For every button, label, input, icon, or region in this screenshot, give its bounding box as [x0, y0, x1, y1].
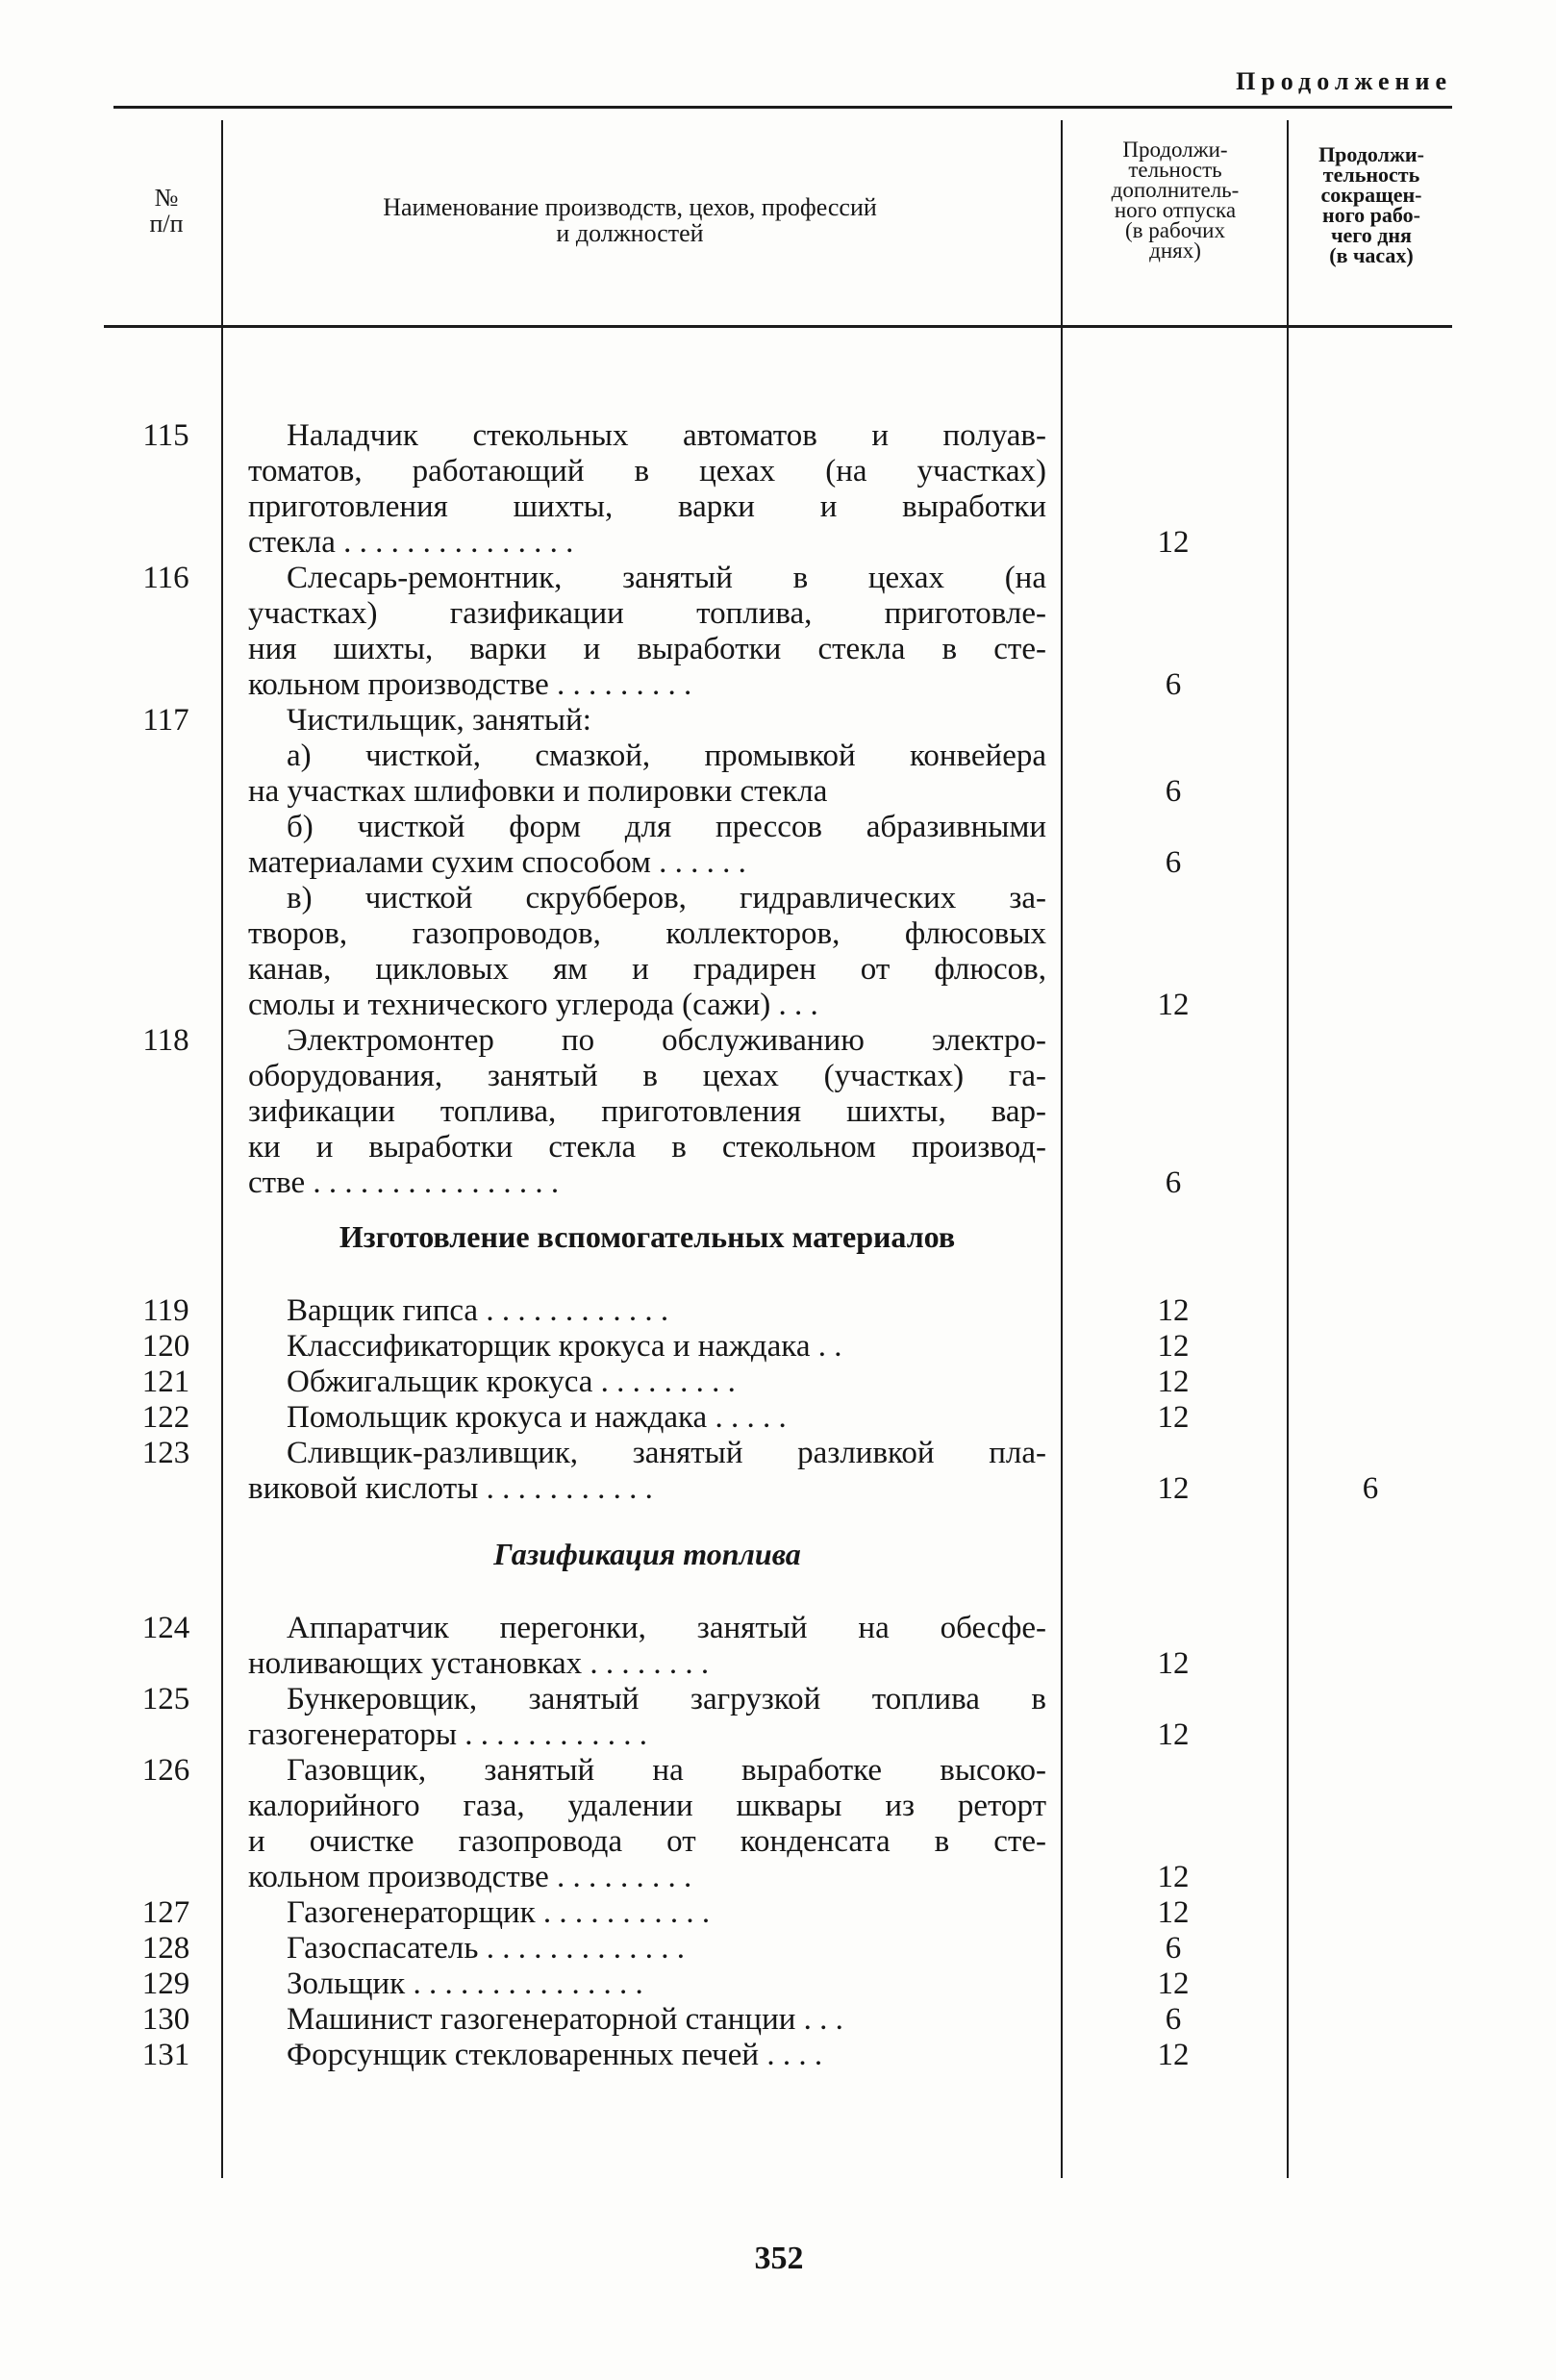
row-number: 128: [141, 1931, 190, 1966]
row-description: [248, 2002, 1046, 2038]
row-leave-days: 6: [1165, 1931, 1182, 1966]
row-leave-days: 6: [1165, 2002, 1182, 2037]
row-description-line: материалами сухим способом . . . . . .: [248, 845, 746, 880]
row-description-line: кольном производстве . . . . . . . . .: [248, 1860, 692, 1894]
row-description: [248, 739, 1046, 810]
row-leave-days: 12: [1157, 1400, 1190, 1435]
row-number: 124: [141, 1611, 190, 1645]
row-description: [248, 1753, 1046, 1895]
row-leave-days: 6: [1165, 667, 1182, 702]
row-number: 122: [141, 1400, 190, 1435]
header-day: Продолжи- тельность сокращен- ного рабо- чего дня (в часах): [1318, 142, 1424, 267]
row-description-line: в) чисткой скрубберов, гидравлических за-: [287, 881, 1046, 915]
row-description: [248, 1967, 1046, 2002]
row-leave-days: 12: [1157, 1646, 1190, 1681]
row-description-line: Аппаратчик перегонки, занятый на обесфе-: [287, 1611, 1046, 1645]
row-number: 126: [141, 1753, 190, 1788]
row-description-line: стве . . . . . . . . . . . . . . . .: [248, 1165, 560, 1200]
row-number: 115: [142, 418, 189, 453]
row-description-line: томатов, работающий в цехах (на участках): [248, 454, 1046, 489]
row-number: 117: [142, 703, 189, 738]
row-description-line: Классификаторщик крокуса и наждака . .: [287, 1329, 842, 1364]
row-description-line: зификации топлива, приготовления шихты, вар-: [248, 1094, 1046, 1129]
row-description-line: Машинист газогенераторной станции . . .: [287, 2002, 843, 2037]
row-description-line: смолы и технического углерода (сажи) . . .: [248, 988, 818, 1022]
row-number: 121: [141, 1365, 190, 1399]
row-description-line: Зольщик . . . . . . . . . . . . . . .: [287, 1967, 643, 2001]
row-leave-days: 12: [1157, 1967, 1190, 2001]
row-description: [248, 1895, 1046, 1931]
column-divider-1: [221, 120, 223, 2178]
row-description-line: Газогенераторщик . . . . . . . . . . .: [287, 1895, 711, 1930]
row-description-line: Чистильщик, занятый:: [287, 703, 591, 738]
row-description: [248, 561, 1046, 703]
row-description-line: кольном производстве . . . . . . . . .: [248, 667, 692, 702]
row-description-line: Наладчик стекольных автоматов и полуав-: [287, 418, 1046, 453]
row-description: [248, 2038, 1046, 2073]
row-short-day-hours: 6: [1362, 1471, 1379, 1506]
row-description: [248, 1400, 1046, 1436]
row-description-line: б) чисткой форм для прессов абразивными: [287, 810, 1046, 844]
row-description-line: и очистке газопровода от конденсата в сте-: [248, 1824, 1046, 1859]
header-num: № п/п: [149, 184, 184, 238]
row-number: 119: [142, 1293, 189, 1328]
row-description: [248, 703, 1046, 739]
row-description: [248, 1023, 1046, 1201]
row-leave-days: 6: [1165, 774, 1182, 809]
row-leave-days: 12: [1157, 988, 1190, 1022]
row-description: [248, 1436, 1046, 1507]
row-number: 127: [141, 1895, 190, 1930]
row-leave-days: 12: [1157, 1329, 1190, 1364]
header-bottom-rule: [104, 325, 1452, 328]
row-leave-days: 12: [1157, 1365, 1190, 1399]
row-description-line: Слесарь-ремонтник, занятый в цехах (на: [287, 561, 1046, 595]
row-description-line: на участках шлифовки и полировки стекла: [248, 774, 828, 809]
row-description: [248, 1293, 1046, 1329]
column-divider-3: [1287, 120, 1289, 2178]
row-number: 129: [141, 1967, 190, 2001]
row-description-line: Газоспасатель . . . . . . . . . . . . .: [287, 1931, 685, 1966]
column-divider-2: [1061, 120, 1063, 2178]
row-description: [248, 1931, 1046, 1967]
row-description-line: виковой кислоты . . . . . . . . . . .: [248, 1471, 653, 1506]
row-leave-days: 6: [1165, 845, 1182, 880]
row-leave-days: 12: [1157, 1895, 1190, 1930]
row-description-line: Обжигальщик крокуса . . . . . . . . .: [287, 1365, 736, 1399]
row-description: [248, 881, 1046, 1023]
row-leave-days: 12: [1157, 2038, 1190, 2072]
row-description-line: Газовщик, занятый на выработке высоко-: [287, 1753, 1046, 1788]
header-name: Наименование производств, цехов, профессий и должностей: [383, 193, 877, 247]
row-description-line: Помольщик крокуса и наждака . . . . .: [287, 1400, 787, 1435]
row-description-line: Бункеровщик, занятый загрузкой топлива в: [287, 1682, 1046, 1716]
row-description-line: канав, цикловых ям и градирен от флюсов,: [248, 952, 1046, 987]
row-leave-days: 12: [1157, 525, 1190, 560]
row-leave-days: 12: [1157, 1293, 1190, 1328]
row-description-line: участках) газификации топлива, приготовле-: [248, 596, 1046, 631]
row-description-line: ки и выработки стекла в стекольном производ-: [248, 1130, 1046, 1165]
section-heading-auxiliary-materials: Изготовление вспомогательных материалов: [339, 1219, 956, 1254]
row-leave-days: 12: [1157, 1717, 1190, 1752]
row-leave-days: 6: [1165, 1165, 1182, 1200]
row-description-line: Форсунщик стекловаренных печей . . . .: [287, 2038, 823, 2072]
row-number: 131: [141, 2038, 190, 2072]
row-number: 120: [141, 1329, 190, 1364]
row-description: [248, 1611, 1046, 1682]
table-top-rule: [113, 106, 1452, 109]
row-number: 118: [142, 1023, 189, 1058]
row-number: 123: [141, 1436, 190, 1470]
header-leave: Продолжи- тельность дополнитель- ного отпуска (в рабочих днях): [1111, 138, 1240, 263]
row-description-line: ноливающих установках . . . . . . . .: [248, 1646, 710, 1681]
row-description-line: газогенераторы . . . . . . . . . . . .: [248, 1717, 648, 1752]
row-description: [248, 1682, 1046, 1753]
row-description-line: калорийного газа, удалении шквары из реторт: [248, 1789, 1046, 1823]
row-description: [248, 1365, 1046, 1400]
row-number: 125: [141, 1682, 190, 1716]
row-leave-days: 12: [1157, 1471, 1190, 1506]
continuation-label: Продолжение: [1236, 67, 1452, 95]
row-number: 130: [141, 2002, 190, 2037]
row-description-line: а) чисткой, смазкой, промывкой конвейера: [287, 739, 1046, 773]
row-description: [248, 810, 1046, 881]
section-heading-fuel-gasification: Газификация топлива: [493, 1537, 801, 1571]
row-description-line: оборудования, занятый в цехах (участках) га-: [248, 1059, 1046, 1093]
row-description: [248, 418, 1046, 561]
row-description-line: творов, газопроводов, коллекторов, флюсовых: [248, 916, 1046, 951]
row-description-line: стекла . . . . . . . . . . . . . . .: [248, 525, 574, 560]
row-description-line: ния шихты, варки и выработки стекла в сте-: [248, 632, 1046, 666]
row-leave-days: 12: [1157, 1860, 1190, 1894]
page-number: 352: [754, 2241, 804, 2276]
row-description: [248, 1329, 1046, 1365]
row-description-line: приготовления шихты, варки и выработки: [248, 489, 1046, 524]
row-description-line: Электромонтер по обслуживанию электро-: [287, 1023, 1046, 1058]
row-description-line: Варщик гипса . . . . . . . . . . . .: [287, 1293, 669, 1328]
row-description-line: Сливщик-разливщик, занятый разливкой пла-: [287, 1436, 1046, 1470]
row-number: 116: [142, 561, 189, 595]
